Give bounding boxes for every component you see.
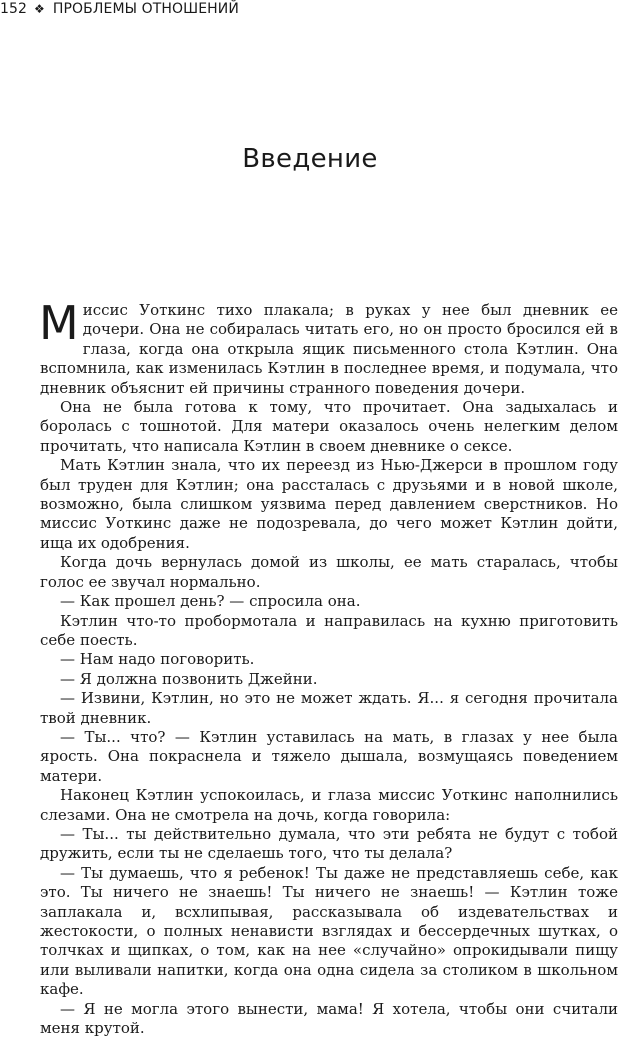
- dialogue-line: — Нам надо поговорить.: [60, 650, 255, 669]
- paragraph: Наконец Кэтлин успокоилась, и глаза миссис Уоткинс наполнились слезами. Она не смотрела на дочь, когда говорила:: [40, 786, 618, 824]
- page-number: 152: [0, 1, 28, 17]
- dialogue-line: — Я должна позвонить Джейни.: [60, 669, 318, 688]
- running-head: [0, 1, 239, 17]
- dialogue-line: — Ты... что? — Кэтлин уставилась на мать, в глазах у нее была ярость. Она покраснела и тяжело дышала, возмущаясь поведением матери.: [40, 727, 618, 785]
- paragraph-text: иссис Уоткинс тихо плакала; в руках у нее был дневник ее дочери. Она не собиралась читать его, но он просто бросился ей в глаза, когда она открыла ящик письменного стола Кэтлин. Она вспомнила, как изменилась Кэтлин в последнее время, и подумала, что дневник объяснит ей причины странного поведения дочери.: [40, 301, 618, 397]
- dialogue-line: — Я не могла этого вынести, мама! Я хотела, чтобы они считали меня крутой.: [40, 999, 618, 1038]
- paragraph: Мать Кэтлин знала, что их переезд из Нью-Джерси в прошлом году был труден для Кэтлин; она рассталась с друзьями и в новой школе, возможно, была слишком уязвима перед давлением сверстников. Но миссис Уоткинс даже не подозревала, до чего может Кэтлин дойти, ища их одобрения.: [40, 456, 618, 552]
- body-text: [39, 296, 618, 1038]
- dialogue-line: — Извини, Кэтлин, но это не может ждать. Я... я сегодня прочитала твой дневник.: [40, 689, 618, 727]
- dialogue-line: — Как прошел день? — спросила она.: [60, 592, 361, 611]
- dialogue-line: — Ты думаешь, что я ребенок! Ты даже не представляешь себе, как это. Ты ничего не знаешь! Ты ничего не знаешь! — Кэтлин тоже заплакала и, всхлипывая, рассказывала об издевательствах и жестокости, о полных ненависти взглядах и бессердечных шутках, о толчках и щипках, о том, как на нее «случайно» опрокидывали пищу или выливали напитки, когда она одна сидела за столиком в школьном кафе.: [40, 863, 618, 999]
- chapter-title: Введение: [242, 144, 378, 174]
- ornament-icon: ❖: [34, 2, 45, 16]
- paragraph: [39, 296, 618, 398]
- drop-cap: М: [39, 296, 79, 350]
- running-head-title: ПРОБЛЕМЫ ОТНОШЕНИЙ: [52, 1, 239, 17]
- paragraph: Она не была готова к тому, что прочитает. Она задыхалась и боролась с тошнотой. Для матери оказалось очень нелегким делом прочитать, что написала Кэтлин в своем дневнике о сексе.: [40, 398, 618, 455]
- paragraph: Кэтлин что-то пробормотала и направилась на кухню приготовить себе поесть.: [40, 611, 618, 649]
- paragraph: Когда дочь вернулась домой из школы, ее мать старалась, чтобы голос ее звучал нормально.: [40, 553, 618, 591]
- dialogue-line: — Ты... ты действительно думала, что эти ребята не будут с тобой дружить, если ты не сделаешь того, что ты делала?: [40, 824, 618, 863]
